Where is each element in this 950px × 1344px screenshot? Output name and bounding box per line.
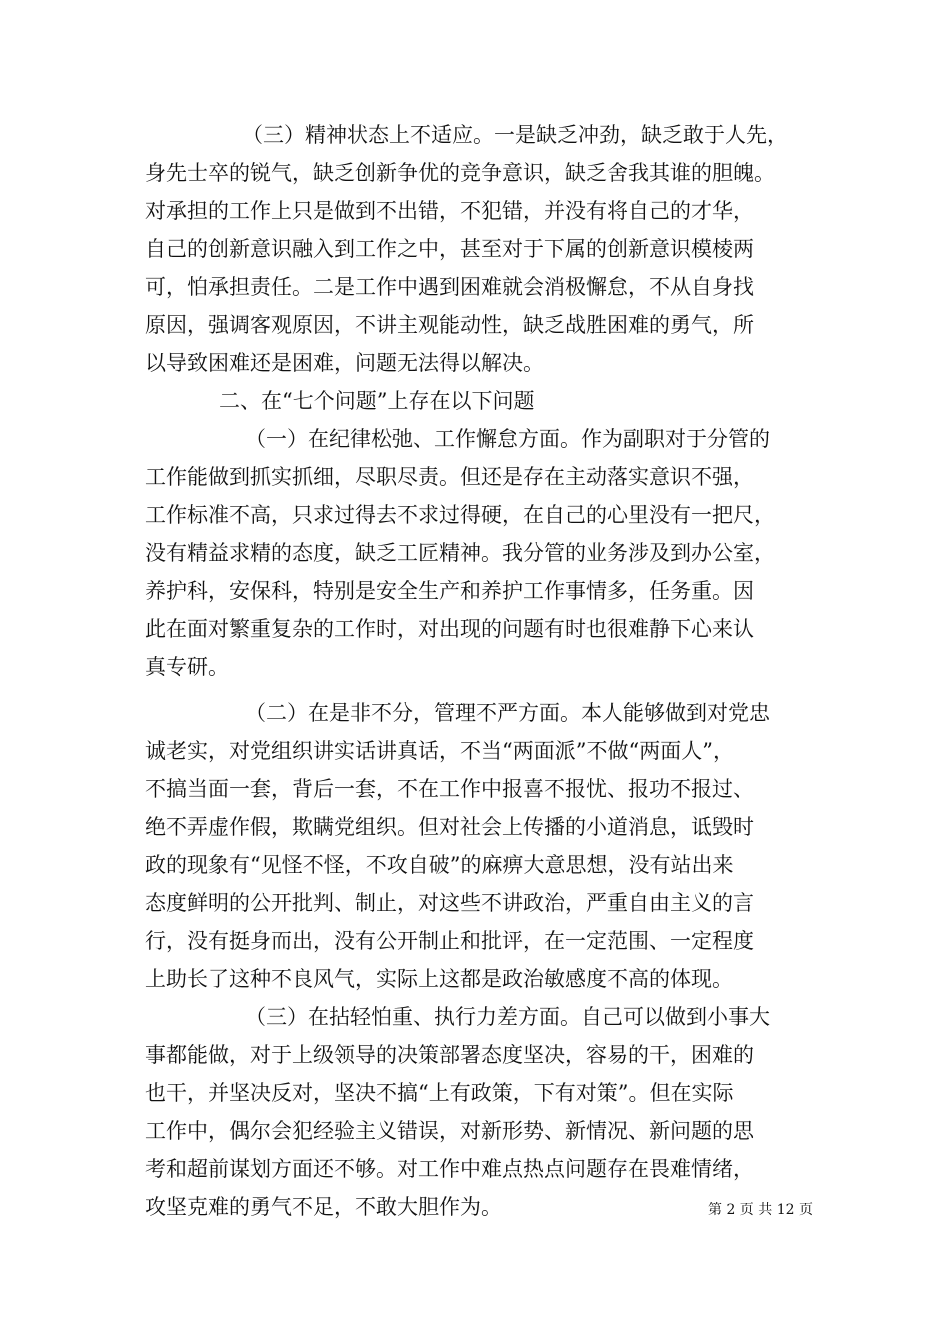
text-line: 工作标准不高，只求过得去不求过得硬，在自己的心里没有一把尺， [145, 503, 775, 527]
text-line: 也干，并坚决反对，坚决不搞“上有政策，下有对策”。但在实际 [145, 1081, 734, 1105]
text-line: 行，没有挺身而出，没有公开制止和批评，在一定范围、一定程度 [145, 929, 754, 953]
section-heading: 二、在“七个问题”上存在以下问题 [219, 389, 535, 413]
paragraph-discipline [145, 420, 807, 686]
text-line: 诚老实，对党组织讲实话讲真话，不当“两面派”不做“两面人”， [145, 739, 734, 763]
text-line: 工作中，偶尔会犯经验主义错误，对新形势、新情况、新问题的思 [145, 1119, 754, 1143]
text-line: 此在面对繁重复杂的工作时，对出现的问题有时也很难静下心来认 [145, 617, 754, 641]
text-line: 以导致困难还是困难，问题无法得以解决。 [145, 351, 544, 375]
text-line: 真专研。 [145, 655, 229, 679]
text-line: 养护科，安保科，特别是安全生产和养护工作事情多，任务重。因 [145, 579, 754, 603]
text-line: （二）在是非不分，管理不严方面。本人能够做到对党忠 [245, 701, 770, 725]
paragraph-gap [145, 686, 807, 694]
text-line: （一）在纪律松弛、工作懈怠方面。作为副职对于分管的 [245, 427, 770, 451]
text-line: （三）精神状态上不适应。一是缺乏冲劲，缺乏敢于人先， [242, 123, 788, 147]
text-line: 态度鲜明的公开批判、制止，对这些不讲政治，严重自由主义的言 [145, 891, 754, 915]
text-line: 攻坚克难的勇气不足，不敢大胆作为。 [145, 1195, 502, 1219]
text-line: 没有精益求精的态度，缺乏工匠精神。我分管的业务涉及到办公室， [145, 541, 775, 565]
text-line: 可，怕承担责任。二是工作中遇到困难就会消极懈怠，不从自身找 [145, 275, 754, 299]
paragraph-execution [145, 998, 807, 1226]
text-line: 绝不弄虚作假，欺瞒党组织。但对社会上传播的小道消息，诋毁时 [145, 815, 754, 839]
text-line: 政的现象有“见怪不怪，不攻自破”的麻痹大意思想，没有站出来 [145, 853, 734, 877]
text-line: （三）在拈轻怕重、执行力差方面。自己可以做到小事大 [245, 1005, 770, 1029]
text-line: 对承担的工作上只是做到不出错，不犯错，并没有将自己的才华， [145, 199, 754, 223]
text-line: 不搞当面一套，背后一套，不在工作中报喜不报忧、报功不报过、 [145, 777, 754, 801]
paragraph-spirit-state [145, 116, 807, 382]
text-line: 考和超前谋划方面还不够。对工作中难点热点问题存在畏难情绪， [145, 1157, 754, 1181]
document-body [145, 116, 807, 1226]
page-number-footer: 第 2 页 共 12 页 [708, 1202, 813, 1218]
text-line: 工作能做到抓实抓细，尽职尽责。但还是存在主动落实意识不强， [145, 465, 754, 489]
text-line: 上助长了这种不良风气，实际上这都是政治敏感度不高的体现。 [145, 967, 733, 991]
text-line: 原因，强调客观原因，不讲主观能动性，缺乏战胜困难的勇气，所 [145, 313, 754, 337]
text-line: 身先士卒的锐气，缺乏创新争优的竞争意识，缺乏舍我其谁的胆魄。 [145, 161, 775, 185]
text-line: 事都能做，对于上级领导的决策部署态度坚决，容易的干，困难的 [145, 1043, 754, 1067]
text-line: 自己的创新意识融入到工作之中，甚至对于下属的创新意识模棱两 [145, 237, 754, 261]
paragraph-right-wrong [145, 694, 807, 998]
